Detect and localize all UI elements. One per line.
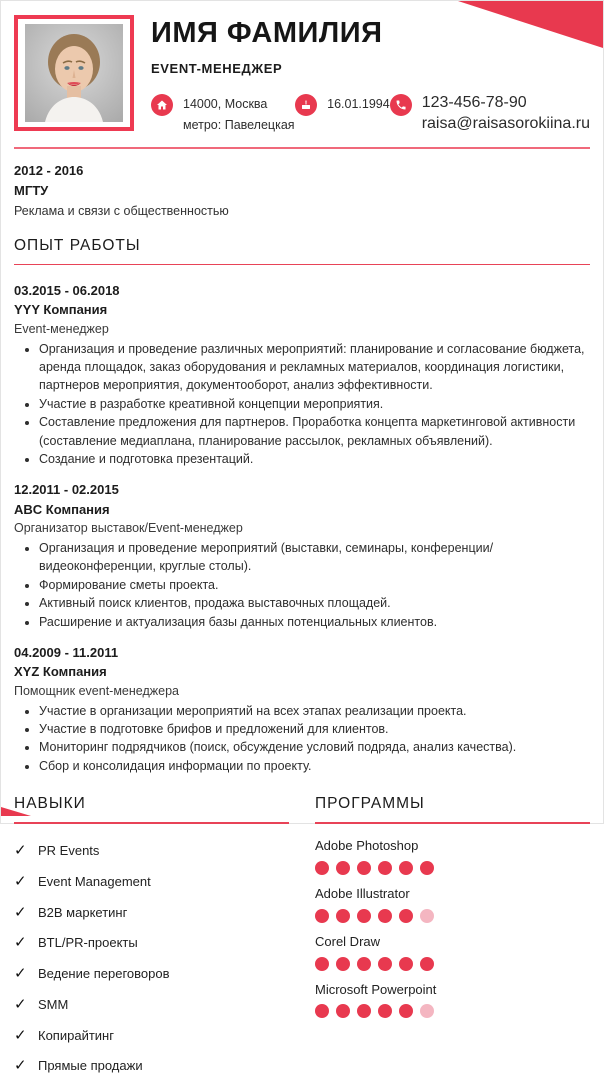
skill-label: Event Management <box>38 873 151 889</box>
skill-item <box>14 959 289 990</box>
skill-item <box>14 898 289 929</box>
experience-heading: ОПЫТ РАБОТЫ <box>14 236 141 254</box>
job-bullet-list <box>14 340 590 469</box>
rating-dot-filled <box>336 909 350 923</box>
header-main <box>151 17 590 135</box>
rating-dot-filled <box>378 1004 392 1018</box>
job-dates: 03.2015 - 06.2018 <box>14 282 120 298</box>
job-entry <box>14 281 590 468</box>
program-entry <box>315 932 590 971</box>
rating-dot-filled <box>420 861 434 875</box>
job-bullet: • Организация и проведение различных мероприятий: планирование и согласование бюджета, аренда площадок, заказ оборудования и рекламных материалов, координация логистики, партнеров мероприятия, документооборот, анализ эффективности. <box>39 340 590 395</box>
job-bullet: • Организация и проведение мероприятий (выставки, семинары, конференции/видеоконференции, круглые столы). <box>39 539 590 576</box>
rating-dot-filled <box>399 1004 413 1018</box>
program-name: Adobe Photoshop <box>315 838 419 854</box>
program-name: Corel Draw <box>315 933 381 949</box>
check-icon: ✓ <box>14 842 27 860</box>
job-role: Помощник event-менеджера <box>14 683 179 698</box>
phone-icon <box>390 94 412 116</box>
bottom-columns <box>1 775 603 1082</box>
check-icon: ✓ <box>14 903 27 921</box>
job-bullet: • Сбор и консолидация информации по проекту. <box>39 757 590 775</box>
rating-dot-filled <box>315 909 329 923</box>
job-dates: 12.2011 - 02.2015 <box>14 482 119 498</box>
rating-dot-filled <box>357 957 371 971</box>
rating-dot-filled <box>399 909 413 923</box>
job-company: XYZ Компания <box>14 664 107 680</box>
check-icon: ✓ <box>14 995 27 1013</box>
job-company: YYY Компания <box>14 302 108 318</box>
skill-label: SMM <box>38 996 69 1012</box>
rating-dot-filled <box>357 861 371 875</box>
skills-column <box>14 795 289 1082</box>
address-text <box>183 94 295 135</box>
rating-dot-filled <box>357 1004 371 1018</box>
education-years: 2012 - 2016 <box>14 163 84 179</box>
skill-label: Прямые продажи <box>38 1058 143 1074</box>
contact-row <box>151 94 590 135</box>
skill-label: PR Events <box>38 843 100 859</box>
rating-dot-filled <box>399 861 413 875</box>
job-bullet: • Создание и подготовка презентаций. <box>39 450 590 468</box>
address-line1: 14000, Москва <box>183 97 268 111</box>
home-icon <box>151 94 173 116</box>
programs-column <box>315 795 590 1082</box>
header <box>1 1 603 135</box>
program-skill-dots <box>315 957 590 971</box>
program-skill-dots <box>315 909 590 923</box>
job-bullet: • Расширение и актуализация базы данных потенциальных клиентов. <box>39 613 590 631</box>
education-degree: Реклама и связи с общественностью <box>14 203 229 218</box>
job-bullet: • Составление предложения для партнеров. Проработка концепта маркетинговой активности (составление медиаплана, планирование рассылок, рекламных объявлений). <box>39 413 590 450</box>
program-skill-dots <box>315 861 590 875</box>
skill-item <box>14 990 289 1021</box>
jobs-list <box>1 265 603 775</box>
rating-dot-filled <box>420 957 434 971</box>
rating-dot-filled <box>336 957 350 971</box>
rating-dot-filled <box>336 861 350 875</box>
rating-dot-filled <box>336 1004 350 1018</box>
profile-photo-frame <box>14 15 134 131</box>
cake-icon <box>295 94 317 116</box>
job-bullet-list <box>14 539 590 631</box>
contact-phone-email <box>390 94 590 133</box>
education-school: МГТУ <box>14 183 49 199</box>
rating-dot-filled <box>315 957 329 971</box>
job-bullet: • Участие в подготовке брифов и предложений для клиентов. <box>39 720 590 738</box>
experience-section-head <box>1 221 603 265</box>
skill-label: BTL/PR-проекты <box>38 935 138 951</box>
skill-label: B2B маркетинг <box>38 904 128 920</box>
job-bullet: • Участие в разработке креативной концепции мероприятия. <box>39 395 590 413</box>
skill-item <box>14 867 289 898</box>
program-entry <box>315 884 590 923</box>
profile-photo <box>25 24 123 122</box>
email-address: raisa@raisasorokiina.ru <box>421 115 590 132</box>
rating-dot-filled <box>315 861 329 875</box>
skills-heading: НАВЫКИ <box>14 795 289 824</box>
program-entry <box>315 980 590 1019</box>
avatar-illustration <box>25 24 123 122</box>
rating-dot-filled <box>378 909 392 923</box>
job-bullet-list <box>14 702 590 776</box>
rating-dot-empty <box>420 909 434 923</box>
contact-birthdate <box>295 94 390 116</box>
check-icon: ✓ <box>14 1026 27 1044</box>
program-name: Adobe Illustrator <box>315 885 410 901</box>
rating-dot-filled <box>399 957 413 971</box>
person-name: ИМЯ ФАМИЛИЯ <box>151 17 383 49</box>
rating-dot-empty <box>420 1004 434 1018</box>
address-line2: метро: Павелецкая <box>183 117 295 132</box>
contact-address <box>151 94 295 135</box>
skill-label: Копирайтинг <box>38 1027 114 1043</box>
job-bullet: • Мониторинг подрядчиков (поиск, обсуждение условий подряда, анализ качества). <box>39 738 590 756</box>
skill-item <box>14 836 289 867</box>
rating-dot-filled <box>357 909 371 923</box>
check-icon: ✓ <box>14 872 27 890</box>
skill-item <box>14 1021 289 1052</box>
job-bullet: • Формирование сметы проекта. <box>39 576 590 594</box>
person-job-title: EVENT-МЕНЕДЖЕР <box>151 61 283 76</box>
rating-dot-filled <box>378 957 392 971</box>
program-name: Microsoft Powerpoint <box>315 981 437 997</box>
rating-dot-filled <box>315 1004 329 1018</box>
skill-item <box>14 1051 289 1082</box>
skill-label: Ведение переговоров <box>38 966 170 982</box>
check-icon: ✓ <box>14 1057 27 1075</box>
job-role: Организатор выставок/Event-менеджер <box>14 521 243 536</box>
phone-number: 123-456-78-90 <box>421 94 527 111</box>
birthdate-text: 16.01.1994 <box>327 97 390 111</box>
programs-list <box>315 836 590 1018</box>
job-bullet: • Участие в организации мероприятий на всех этапах реализации проекта. <box>39 702 590 720</box>
program-skill-dots <box>315 1004 590 1018</box>
program-entry <box>315 836 590 875</box>
job-entry <box>14 643 590 775</box>
job-role: Event-менеджер <box>14 321 109 336</box>
phone-email-text <box>422 94 590 133</box>
programs-heading: ПРОГРАММЫ <box>315 795 590 824</box>
rating-dot-filled <box>378 861 392 875</box>
check-icon: ✓ <box>14 934 27 952</box>
job-dates: 04.2009 - 11.2011 <box>14 644 119 660</box>
skills-list <box>14 836 289 1082</box>
check-icon: ✓ <box>14 965 27 983</box>
job-company: ABC Компания <box>14 501 110 517</box>
education-block <box>1 149 603 221</box>
job-bullet: • Активный поиск клиентов, продажа выставочных площадей. <box>39 594 590 612</box>
job-entry <box>14 480 590 631</box>
skill-item <box>14 928 289 959</box>
